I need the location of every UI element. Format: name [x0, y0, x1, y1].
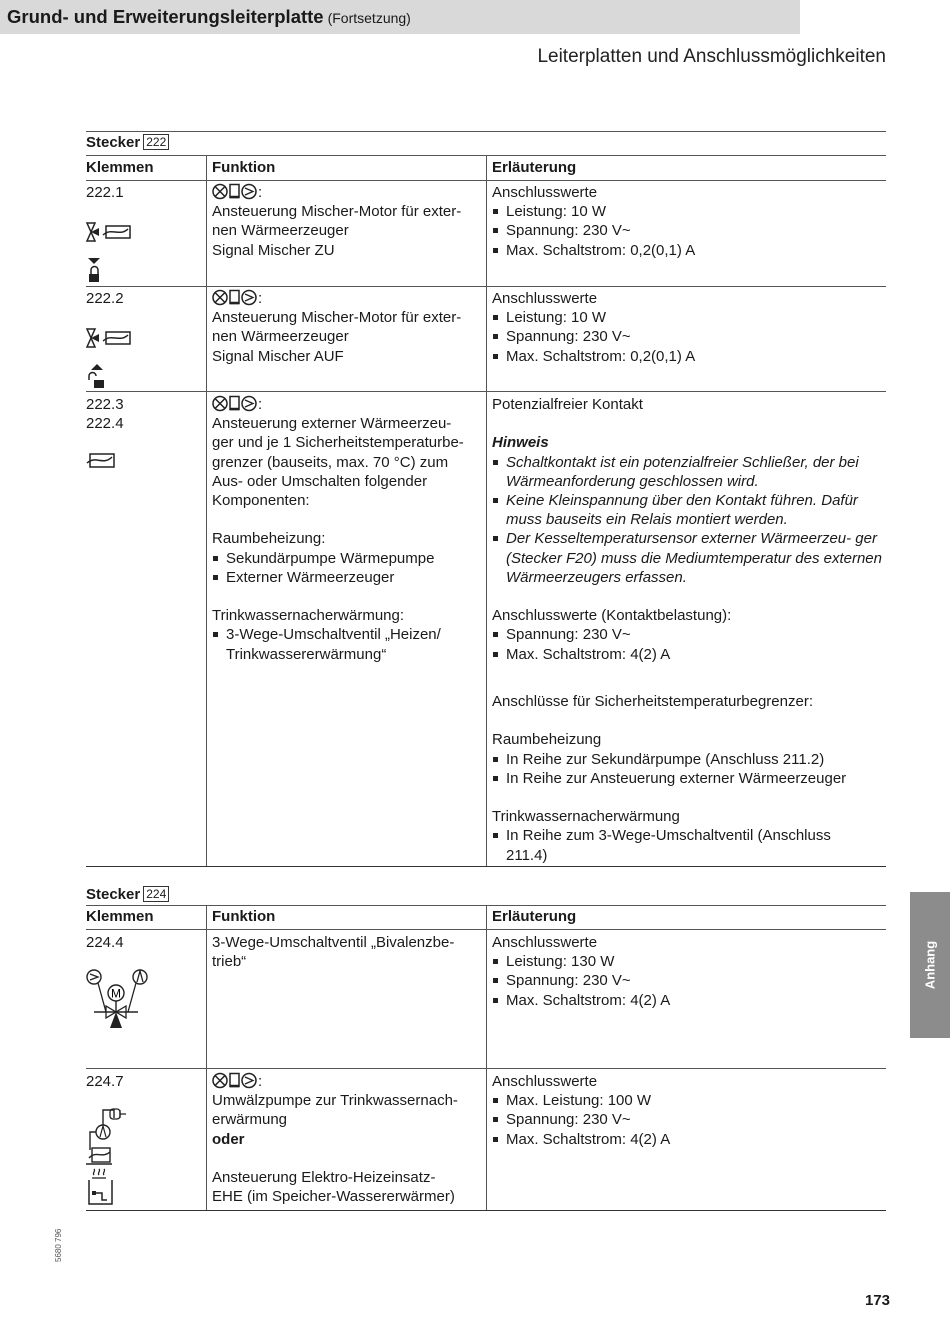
heater-icon [86, 1166, 116, 1208]
column-divider [486, 905, 487, 1210]
list-item: Externer Wärmeerzeuger [212, 568, 484, 587]
stecker-222-label: Stecker 222 [86, 134, 169, 151]
list-item: Der Kesseltemperatursensor externer Wärmeerzeu- ger (Stecker F20) muss die Mediumtemperatur des externen Wärmeerzeugers erfassen. [492, 529, 884, 587]
side-tab-anhang[interactable]: Anhang [910, 892, 950, 1038]
function-text: Signal Mischer AUF [212, 347, 344, 365]
column-header-klemmen: Klemmen [86, 908, 154, 925]
list-item: Max. Schaltstrom: 4(2) A [492, 991, 882, 1010]
list-item: Keine Kleinspannung über den Kontakt führen. Dafür muss bauseits ein Relais montiert werden. [492, 491, 884, 529]
subheading: Raumbeheizung: [212, 530, 326, 548]
function-cell: : Ansteuerung externer Wärmeerzeu- ger und je 1 Sicherheitstemperaturbe- grenzer (bauseits, max. 70 °C) zum Aus- oder Umschalten folgender Komponenten: Raumbeheizung: Sekundärpumpe Wärmepumpe Externer Wärmeerzeuger Trinkwassernacherwärmung: 3-Wege-Umschaltventil „Heizen/ Trinkwassererwärmung“ [212, 395, 484, 664]
page-number: 173 [864, 1292, 890, 1309]
function-text: nen Wärmeerzeuger [212, 222, 349, 240]
function-text: Ansteuerung Mischer-Motor für exter- [212, 203, 462, 221]
column-header-erlaeuterung: Erläuterung [492, 908, 577, 925]
stecker-224-label: Stecker 224 [86, 886, 169, 903]
list-item: Spannung: 230 V~ [492, 221, 882, 240]
list-item: Spannung: 230 V~ [492, 327, 882, 346]
stecker-number-box: 222 [143, 134, 169, 150]
list-item: In Reihe zur Ansteuerung externer Wärmeerzeuger [492, 769, 884, 788]
column-header-funktion: Funktion [212, 159, 276, 176]
list-item: In Reihe zum 3-Wege-Umschaltventil (Anschluss 211.4) [492, 826, 862, 864]
explanation-cell [492, 289, 882, 366]
explanation-cell: Anschlusswerte Leistung: 130 W Spannung: 230 V~ Max. Schaltstrom: 4(2) A [492, 933, 882, 1010]
heat-generator-icon [86, 451, 116, 471]
column-divider [206, 905, 207, 1210]
list-item: Leistung: 10 W [492, 202, 882, 221]
terminal-cell: 222.3 222.4 [86, 396, 124, 433]
explanation-cell: Potenzialfreier Kontakt Hinweis Schaltkontakt ist ein potenzialfreier Schließer, der bei Wärmeanforderung geschlossen wird. Keine Kleinspannung über den Kontakt führen. Dafür muss bauseits ein Relais montiert werden. Der Kesseltemperatursensor externer Wärmeerzeu- ger (Stecker F20) muss die Mediumtemperatur des externen Wärmeerzeugers erfassen. Anschlusswerte (Kontaktbelastung): Spannung: 230 V~ Max. Schaltstrom: 4(2) A Anschlüsse für Sicherheitstemperaturbegrenzer: Raumbeheizung In Reihe zur Sekundärpumpe (Anschluss 211.2) In Reihe zur Ansteuerung externer Wärmeerzeuger Trinkwassernacherwärmung In Reihe zum 3-Wege-Umschaltventil (Anschluss 211.4) [492, 396, 882, 864]
function-text: nen Wärmeerzeuger [212, 328, 349, 346]
function-text: Ansteuerung Mischer-Motor für exter- [212, 309, 462, 327]
list-item: Spannung: 230 V~ [492, 1110, 882, 1129]
column-divider [206, 155, 207, 866]
list-item: 3-Wege-Umschaltventil „Heizen/ Trinkwassererwärmung“ [212, 625, 467, 663]
list-item: Spannung: 230 V~ [492, 971, 882, 990]
running-header: Leiterplatten und Anschlussmöglichkeiten [537, 46, 886, 67]
explanation-cell [492, 183, 882, 260]
section-title-bar [0, 0, 800, 34]
section-title: Grund- und Erweiterungsleiterplatte (Fortsetzung) [7, 6, 411, 27]
table-top-rule [86, 131, 886, 132]
explanation-title: Anschlusswerte [492, 290, 598, 307]
explanation-title: Anschlusswerte [492, 184, 598, 201]
list-item: Schaltkontakt ist ein potenzialfreier Schließer, der bei Wärmeanforderung geschlossen wird. [492, 453, 884, 491]
mode-symbols-icon [212, 183, 258, 200]
rule [86, 391, 886, 392]
function-cell: : Ansteuerung Mischer-Motor für exter- nen Wärmeerzeuger Signal Mischer AUF [212, 289, 482, 366]
mixer-valve-icon [86, 328, 132, 390]
function-cell: 3-Wege-Umschaltventil „Bivalenzbe- trieb“ [212, 934, 455, 971]
table-bottom-rule [86, 866, 886, 867]
mixer-valve-icon [86, 222, 132, 284]
mode-symbols-icon [212, 289, 258, 306]
list-item: Max. Schaltstrom: 0,2(0,1) A [492, 241, 882, 260]
list-item: Leistung: 10 W [492, 308, 882, 327]
table-bottom-rule [86, 1210, 886, 1211]
hinweis-heading: Hinweis [492, 434, 549, 452]
list-item: Max. Schaltstrom: 4(2) A [492, 1130, 882, 1149]
column-header-erlaeuterung: Erläuterung [492, 159, 577, 176]
rule [86, 1068, 886, 1069]
list-item: Sekundärpumpe Wärmepumpe [212, 549, 484, 568]
column-divider [486, 155, 487, 866]
terminal-cell: 222.1 [86, 184, 124, 201]
terminal-cell: 222.2 [86, 290, 124, 307]
mode-symbols-icon [212, 395, 258, 412]
function-text: Signal Mischer ZU [212, 241, 335, 259]
stecker-number-box: 224 [143, 886, 169, 902]
function-cell: : Umwälzpumpe zur Trinkwassernach- erwärmung oder Ansteuerung Elektro-Heizeinsatz- EHE (im Speicher-Wassererwärmer) [212, 1072, 484, 1206]
list-item: Leistung: 130 W [492, 952, 882, 971]
list-item: Max. Schaltstrom: 4(2) A [492, 645, 884, 664]
list-item: In Reihe zur Sekundärpumpe (Anschluss 211.2) [492, 750, 884, 769]
terminal-cell: 224.7 [86, 1073, 124, 1090]
list-item: Max. Schaltstrom: 0,2(0,1) A [492, 347, 882, 366]
rule [86, 286, 886, 287]
section-subtitle: (Fortsetzung) [327, 10, 411, 26]
list-item: Max. Leistung: 100 W [492, 1091, 882, 1110]
column-header-funktion: Funktion [212, 908, 276, 925]
motor-letter: M [111, 986, 121, 1001]
column-header-klemmen: Klemmen [86, 159, 154, 176]
document-number: 5680 796 [54, 1228, 63, 1262]
function-cell: : Ansteuerung Mischer-Motor für exter- nen Wärmeerzeuger Signal Mischer ZU [212, 183, 482, 260]
list-item: Spannung: 230 V~ [492, 625, 884, 644]
oder-label: oder [212, 1130, 245, 1148]
mode-symbols-icon [212, 1072, 258, 1089]
subheading: Trinkwassernacherwärmung: [212, 607, 405, 625]
terminal-cell: 224.4 [86, 934, 124, 951]
explanation-cell: Anschlusswerte Max. Leistung: 100 W Spannung: 230 V~ Max. Schaltstrom: 4(2) A [492, 1072, 882, 1149]
three-way-valve-icon [86, 968, 152, 1030]
